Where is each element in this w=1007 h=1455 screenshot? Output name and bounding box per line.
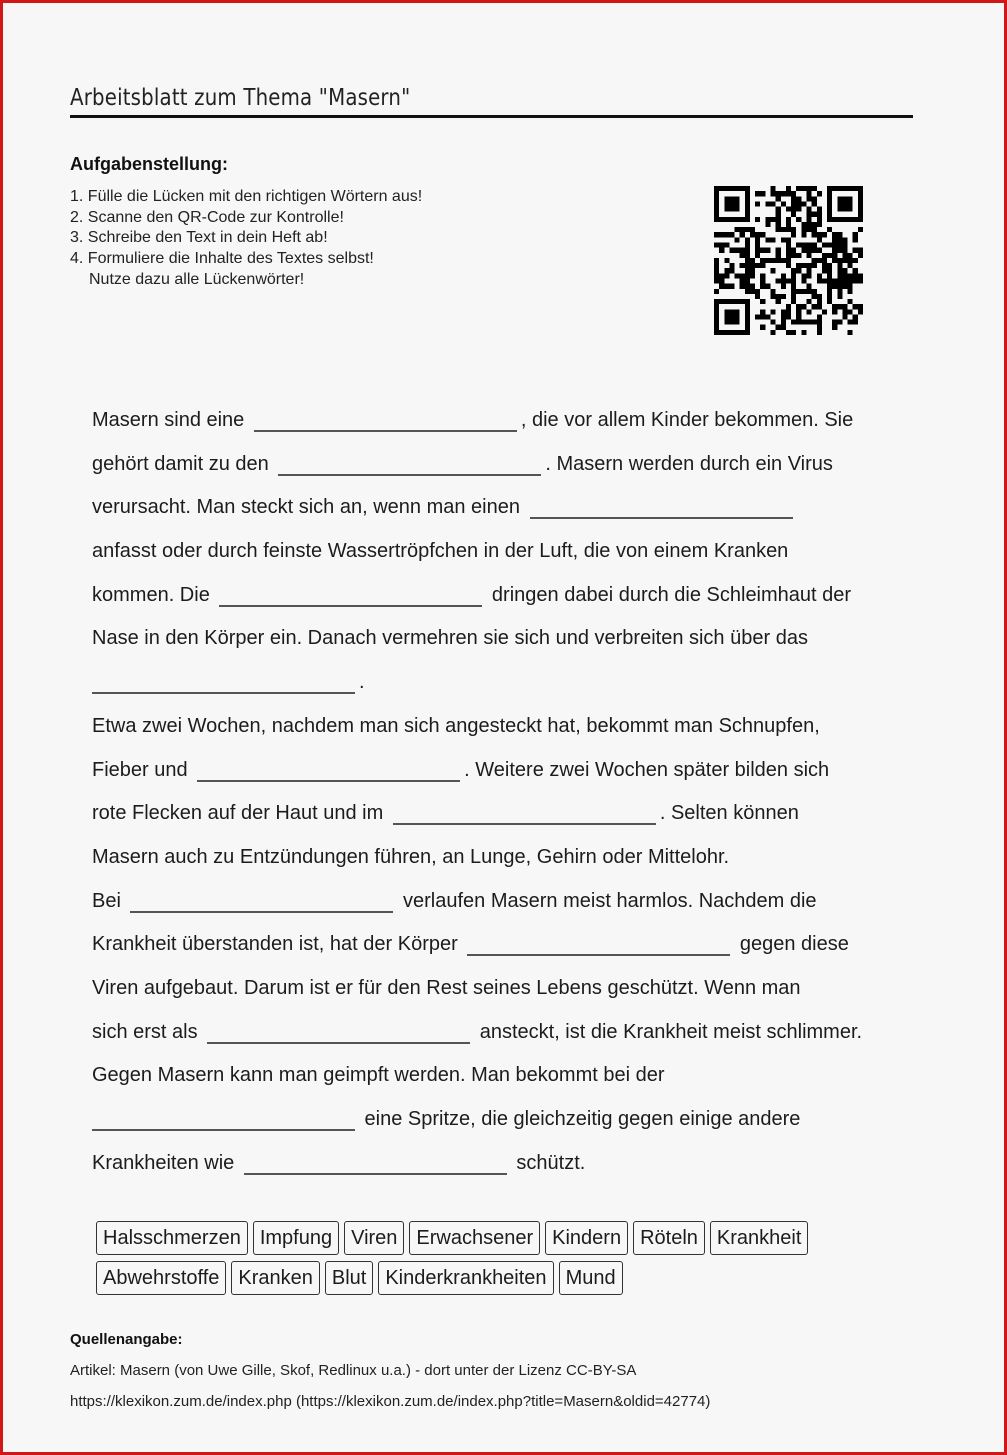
text-line xyxy=(92,1142,912,1186)
word-chip[interactable]: Viren xyxy=(344,1221,404,1255)
text-line xyxy=(92,792,912,836)
text-line xyxy=(92,967,912,1011)
task-item: 4. Formuliere die Inhalte des Textes selbst! xyxy=(70,250,374,268)
task-item: 1. Fülle die Lücken mit den richtigen Wörtern aus! xyxy=(70,188,423,205)
answer-blank[interactable] xyxy=(219,585,482,607)
answer-blank[interactable] xyxy=(467,934,730,956)
word-bank-row xyxy=(96,1261,896,1295)
task-heading: Aufgabenstellung: xyxy=(70,154,228,174)
text-line xyxy=(92,1011,912,1055)
text-line xyxy=(92,1098,912,1142)
text-line xyxy=(92,661,912,705)
word-chip[interactable]: Kinderkrankheiten xyxy=(378,1261,553,1295)
text-line xyxy=(92,617,912,661)
word-chip[interactable]: Erwachsener xyxy=(409,1221,540,1255)
text-fragment: schützt. xyxy=(510,1151,586,1174)
text-fragment: Krankheit überstanden ist, hat der Körper xyxy=(92,933,464,956)
text-fragment: gehört damit zu den xyxy=(92,452,275,475)
answer-blank[interactable] xyxy=(207,1022,470,1044)
answer-blank[interactable] xyxy=(254,410,517,432)
word-chip[interactable]: Kranken xyxy=(231,1261,320,1295)
text-line xyxy=(92,880,912,924)
text-fragment: Masern auch zu Entzündungen führen, an Lunge, Gehirn oder Mittelohr. xyxy=(92,845,730,868)
word-chip[interactable]: Krankheit xyxy=(710,1221,809,1255)
task-list xyxy=(70,187,422,291)
answer-blank[interactable] xyxy=(130,891,393,913)
word-chip[interactable]: Röteln xyxy=(633,1221,705,1255)
word-chip[interactable]: Mund xyxy=(559,1261,623,1295)
text-line xyxy=(92,574,912,618)
text-fragment: Masern sind eine xyxy=(92,409,250,431)
text-fragment: verlaufen Masern meist harmlos. Nachdem die xyxy=(397,889,817,912)
task-item: 2. Scanne den QR-Code zur Kontrolle! xyxy=(70,208,344,226)
word-chip[interactable]: Abwehrstoffe xyxy=(96,1261,226,1295)
cloze-text xyxy=(92,399,912,1185)
text-fragment: ansteckt, ist die Krankheit meist schlimmer. xyxy=(474,1020,863,1043)
text-line xyxy=(92,923,912,967)
text-line xyxy=(92,1054,912,1098)
answer-blank[interactable] xyxy=(197,760,460,782)
text-line xyxy=(92,443,912,487)
answer-blank[interactable] xyxy=(393,803,656,825)
text-fragment: Gegen Masern kann man geimpft werden. Man bekommt bei der xyxy=(92,1064,665,1087)
source-heading: Quellenangabe: xyxy=(70,1331,183,1348)
text-fragment: verursacht. Man steckt sich an, wenn man einen xyxy=(92,496,526,519)
answer-blank[interactable] xyxy=(530,497,793,519)
text-line xyxy=(92,705,912,749)
text-fragment: sich erst als xyxy=(92,1020,204,1043)
worksheet-title: Arbeitsblatt zum Thema "Masern" xyxy=(70,85,411,111)
word-bank-row xyxy=(96,1221,896,1255)
text-fragment: . Masern werden durch ein Virus xyxy=(545,452,833,475)
text-line xyxy=(92,399,912,443)
text-fragment: . Selten können xyxy=(659,802,799,825)
source-url[interactable]: https://klexikon.zum.de/index.php (https://klexikon.zum.de/index.php?title=Masern&oldid=42774) xyxy=(70,1393,711,1410)
text-fragment: , die vor allem Kinder bekommen. Sie xyxy=(520,409,854,431)
text-fragment: dringen dabei durch die Schleimhaut der xyxy=(486,583,852,606)
text-fragment: gegen diese xyxy=(734,933,849,956)
text-fragment: eine Spritze, die gleichzeitig gegen einige andere xyxy=(359,1108,801,1130)
text-fragment: Krankheiten wie xyxy=(92,1151,240,1174)
word-chip[interactable]: Halsschmerzen xyxy=(96,1221,248,1255)
text-fragment: Etwa zwei Wochen, nachdem man sich angesteckt hat, bekommt man Schnupfen, xyxy=(92,714,820,737)
text-line xyxy=(92,836,912,880)
task-item: 3. Schreibe den Text in dein Heft ab! xyxy=(70,229,328,247)
text-fragment: . Weitere zwei Wochen später bilden sich xyxy=(464,758,830,781)
text-line xyxy=(92,749,912,793)
answer-blank[interactable] xyxy=(278,454,541,476)
text-fragment: Viren aufgebaut. Darum ist er für den Rest seines Lebens geschützt. Wenn man xyxy=(92,976,801,999)
text-line xyxy=(92,486,912,530)
text-fragment: . xyxy=(359,671,365,694)
text-fragment: rote Flecken auf der Haut und im xyxy=(92,802,389,825)
word-bank xyxy=(96,1221,896,1301)
task-item: Nutze dazu alle Lückenwörter! xyxy=(89,270,305,288)
word-chip[interactable]: Blut xyxy=(325,1261,373,1295)
word-chip[interactable]: Impfung xyxy=(253,1221,339,1255)
text-fragment: Bei xyxy=(92,889,127,912)
text-fragment: Fieber und xyxy=(92,758,194,781)
source-article: Artikel: Masern (von Uwe Gille, Skof, Redlinux u.a.) - dort unter der Lizenz CC-BY-SA xyxy=(70,1362,637,1379)
text-fragment: anfasst oder durch feinste Wassertröpfchen in der Luft, die von einem Kranken xyxy=(92,540,789,563)
text-fragment: kommen. Die xyxy=(92,583,216,606)
text-line xyxy=(92,530,912,574)
word-chip[interactable]: Kindern xyxy=(545,1221,628,1255)
title-underline xyxy=(70,115,913,118)
answer-blank[interactable] xyxy=(92,1109,355,1131)
answer-blank[interactable] xyxy=(92,672,355,694)
answer-blank[interactable] xyxy=(244,1153,507,1175)
text-fragment: Nase in den Körper ein. Danach vermehren sie sich und verbreiten sich über das xyxy=(92,627,808,650)
qr-code[interactable] xyxy=(714,186,863,335)
